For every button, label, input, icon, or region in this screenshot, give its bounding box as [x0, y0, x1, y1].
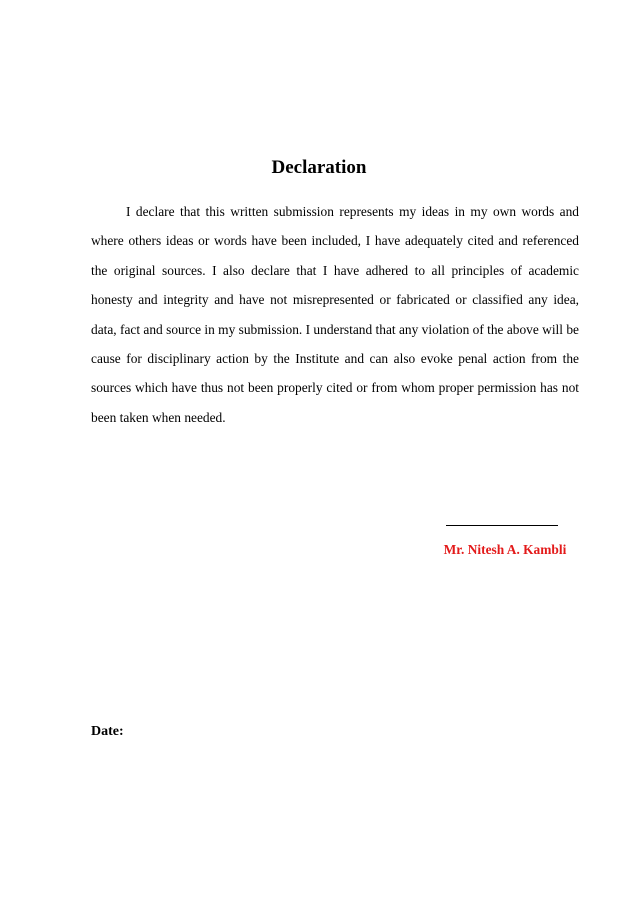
date-label: Date:: [91, 724, 124, 739]
page-title: Declaration: [271, 157, 367, 178]
signer-name: Mr. Nitesh A. Kambli: [443, 542, 567, 557]
declaration-paragraph: I declare that this written submission represents my ideas in my own words and where others ideas or words have been included, I have adequately cited and referenced the original sources. I also declare that I have adhered to all principles of academic honesty and integrity and have not misrepresented or fabricated or classified any idea, data, fact and source in my submission. I understand that any violation of the above will be cause for disciplinary action by the Institute and can also evoke penal action from the sources which have thus not been properly cited or from whom proper permission has not been taken when needed.: [91, 204, 579, 425]
signature-line: [446, 525, 558, 526]
